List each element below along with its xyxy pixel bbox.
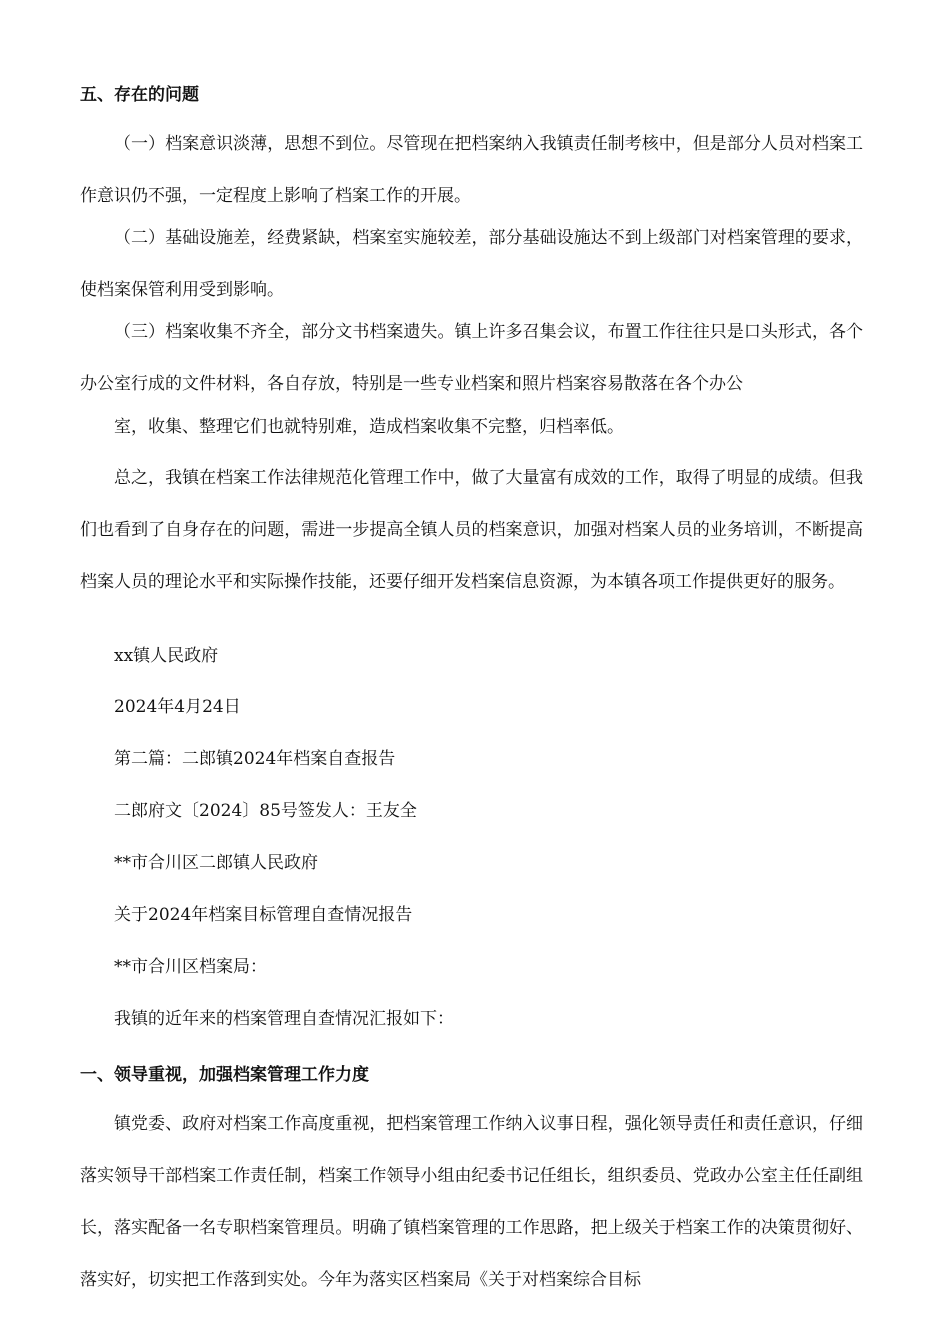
paragraph-collection: （三）档案收集不齐全，部分文书档案遗失。镇上许多召集会议，布置工作往往只是口头形式，各个办公室行成的文件材料，各自存放，特别是一些专业档案和照片档案容易散落在各个办公 [80, 322, 863, 394]
document-number-signer: 二郎府文〔2024〕85号签发人：王友全 [114, 801, 417, 821]
section-heading-leadership: 一、领导重视，加强档案管理工作力度 [80, 1065, 369, 1085]
paragraph-summary: 总之，我镇在档案工作法律规范化管理工作中，做了大量富有成效的工作，取得了明显的成绩。但我们也看到了自身存在的问题，需进一步提高全镇人员的档案意识，加强对档案人员的业务培训，不断提高档案人员的理论水平和实际操作技能，还要仔细开发档案信息资源，为本镇各项工作提供更好的服务。 [80, 468, 863, 592]
report-subject: 关于2024年档案目标管理自查情况报告 [114, 905, 413, 925]
section-heading-problems: 五、存在的问题 [80, 85, 199, 105]
signoff-organization: xx镇人民政府 [114, 646, 219, 666]
report-recipient: **市合川区档案局： [114, 957, 267, 977]
signoff-date: 2024年4月24日 [114, 697, 241, 717]
paragraph-infrastructure: （二）基础设施差，经费紧缺，档案室实施较差，部分基础设施达不到上级部门对档案管理的要求，使档案保管利用受到影响。 [80, 228, 863, 300]
paragraph-collection-continued: 室，收集、整理它们也就特别难，造成档案收集不完整，归档率低。 [114, 417, 624, 437]
report-intro: 我镇的近年来的档案管理自查情况汇报如下： [114, 1009, 454, 1029]
paragraph-awareness: （一）档案意识淡薄，思想不到位。尽管现在把档案纳入我镇责任制考核中，但是部分人员对档案工作意识仍不强，一定程度上影响了档案工作的开展。 [80, 134, 863, 206]
second-report-title: 第二篇：二郎镇2024年档案自查报告 [114, 749, 396, 769]
paragraph-leadership: 镇党委、政府对档案工作高度重视，把档案管理工作纳入议事日程，强化领导责任和责任意识，仔细落实领导干部档案工作责任制，档案工作领导小组由纪委书记任组长，组织委员、党政办公室主任任副组长，落实配备一名专职档案管理员。明确了镇档案管理的工作思路，把上级关于档案工作的决策贯彻好、落实好，切实把工作落到实处。今年为落实区档案局《关于对档案综合目标 [80, 1114, 863, 1290]
issuing-authority: **市合川区二郎镇人民政府 [114, 853, 318, 873]
